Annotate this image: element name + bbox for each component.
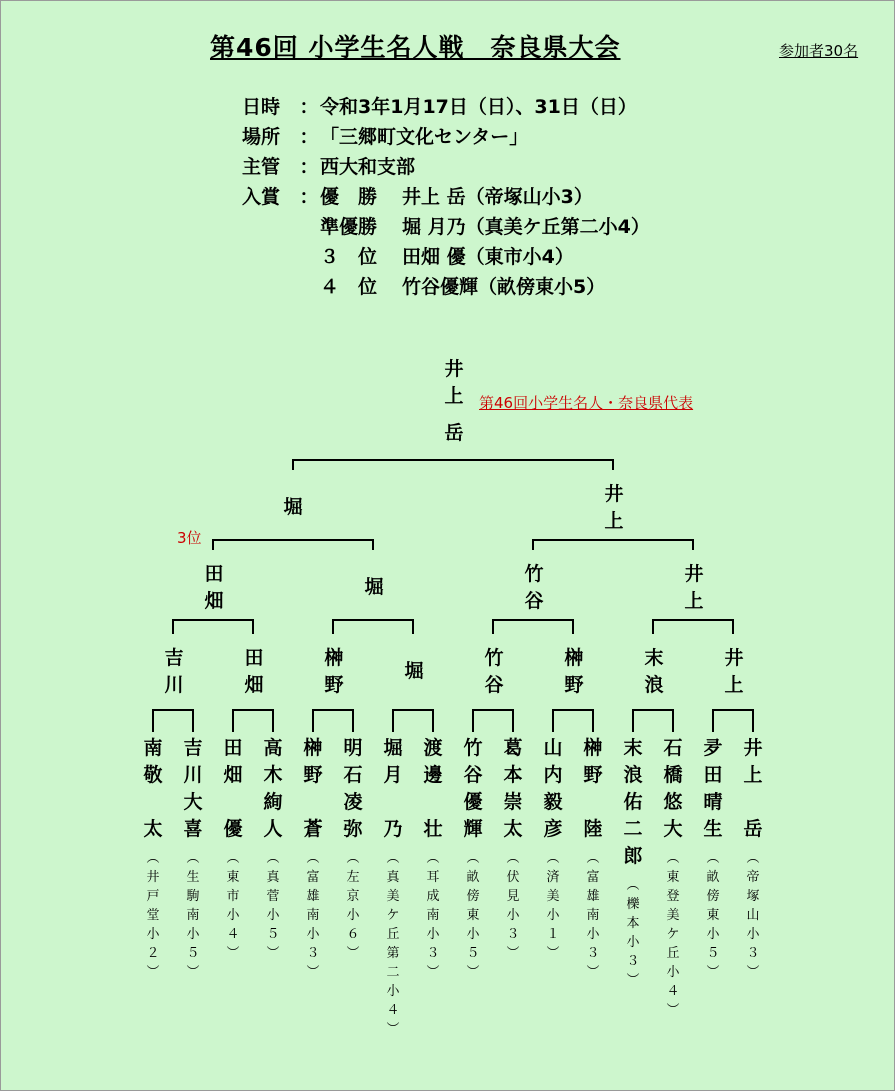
champion-note: 第46回小学生名人・奈良県代表 — [479, 394, 694, 412]
page-title: 第46回 小学生名人戦 奈良県大会 — [210, 33, 621, 62]
r1-winner-2 — [234, 645, 274, 699]
bracket-r2 — [493, 620, 573, 634]
info-colon: ： — [299, 186, 319, 208]
bracket-r2 — [653, 620, 733, 634]
r1-winner-8 — [714, 645, 754, 699]
winner-char: 野 — [564, 674, 584, 696]
info-label: 主管 — [242, 156, 281, 178]
winner-char: 田 — [204, 563, 224, 585]
winner-char: 岳 — [444, 422, 464, 444]
player-school: ︵ 真 菅 小 ５ ︶ — [266, 851, 280, 961]
winner-char: 野 — [324, 674, 344, 696]
info-value: 「三郷町文化センター」 — [320, 126, 529, 148]
quarter-winner-1 — [194, 561, 234, 615]
winner-char: 上 — [724, 674, 744, 696]
r1-winner-3 — [314, 645, 354, 699]
winner-char: 竹 — [524, 563, 544, 585]
winner-char: 川 — [164, 674, 184, 696]
player-name: 竹 谷 優 輝 — [463, 737, 483, 840]
r1-winner-4 — [394, 658, 434, 685]
player-name: 榊 野 陸 — [583, 737, 603, 840]
bracket-r1 — [633, 710, 673, 732]
winner-char: 畑 — [204, 590, 224, 612]
info-value: 令和3年1月17日（日）、31日（日） — [320, 96, 637, 118]
info-colon: ： — [299, 96, 319, 118]
player-name: 井 上 岳 — [743, 737, 763, 840]
player-school: ︵ 畝 傍 東 小 ５ ︶ — [466, 851, 480, 980]
player — [493, 735, 533, 963]
bracket-r1 — [233, 710, 273, 732]
winner-char: 榊 — [324, 647, 344, 669]
player — [653, 735, 693, 1020]
player-school: ︵ 真 美 ケ 丘 第 二 小 ４ ︶ — [386, 851, 400, 1037]
info-colon: ： — [299, 156, 319, 178]
winner-char: 堀 — [283, 496, 303, 518]
info-value: 西大和支部 — [320, 156, 416, 178]
player-name: 堀 月 乃 — [383, 737, 403, 840]
quarter-winner-4 — [674, 561, 714, 615]
winner-char: 井 — [604, 483, 624, 505]
r1-winner-1 — [154, 645, 194, 699]
winner-char: 谷 — [524, 590, 544, 612]
third-place-note: 3位 — [177, 529, 202, 547]
winner-char: 堀 — [404, 660, 424, 682]
bracket-semi — [533, 540, 693, 550]
r1-winner-7 — [634, 645, 674, 699]
bracket-r1 — [393, 710, 433, 732]
player — [613, 735, 653, 990]
player-name: 夛 田 晴 生 — [703, 737, 723, 840]
award-name: 堀 月乃（真美ケ丘第二小4） — [402, 216, 650, 238]
winner-char: 井 — [724, 647, 744, 669]
winner-char: 上 — [684, 590, 704, 612]
award-name: 竹谷優輝（畝傍東小5） — [402, 276, 606, 298]
player-school: ︵ 東 登 美 ケ 丘 小 ４ ︶ — [666, 851, 680, 1018]
player-name: 末 浪 佑 二 郎 — [623, 737, 643, 867]
winner-char: 堀 — [364, 576, 384, 598]
award-name: 田畑 優（東市小4） — [402, 246, 574, 268]
player — [533, 735, 573, 963]
player-name: 明 石 凌 弥 — [343, 737, 363, 840]
bracket-r1 — [153, 710, 193, 732]
winner-char: 畑 — [244, 674, 264, 696]
quarter-winner-2 — [354, 574, 394, 601]
player-school: ︵ 櫟 本 小 ３ ︶ — [626, 878, 640, 988]
player-school: ︵ 富 雄 南 小 ３ ︶ — [586, 851, 600, 980]
quarter-winner-3 — [514, 561, 554, 615]
player-name: 吉 川 大 喜 — [183, 737, 203, 840]
r1-winner-5 — [474, 645, 514, 699]
semi-winner-left — [273, 494, 313, 521]
player — [213, 735, 253, 963]
winner-char: 浪 — [644, 674, 664, 696]
winner-char: 田 — [244, 647, 264, 669]
winner-char: 末 — [644, 647, 664, 669]
player-name: 葛 本 崇 太 — [503, 737, 523, 840]
info-label: 場所 — [242, 126, 281, 148]
player-name: 田 畑 優 — [223, 737, 243, 840]
player-school: ︵ 生 駒 南 小 ５ ︶ — [186, 851, 200, 980]
player-school: ︵ 畝 傍 東 小 ５ ︶ — [706, 851, 720, 980]
player — [173, 735, 213, 982]
winner-char: 吉 — [164, 647, 184, 669]
semi-winner-right — [594, 481, 634, 535]
bracket-final — [293, 460, 613, 470]
player-name: 高 木 絢 人 — [263, 737, 283, 840]
awards-label: 入賞 — [242, 186, 281, 208]
player-school: ︵ 富 雄 南 小 ３ ︶ — [306, 851, 320, 980]
player-school: ︵ 伏 見 小 ３ ︶ — [506, 851, 520, 961]
player-name: 渡 邊 壮 — [423, 737, 443, 840]
winner-char: 上 — [444, 385, 464, 407]
player-school: ︵ 耳 成 南 小 ３ ︶ — [426, 851, 440, 980]
bracket-r1 — [313, 710, 353, 732]
player — [333, 735, 373, 963]
info-colon: ： — [299, 126, 319, 148]
player-school: ︵ 左 京 小 ６ ︶ — [346, 851, 360, 961]
final-winner — [434, 356, 474, 447]
winner-char: 上 — [604, 510, 624, 532]
info-label: 日時 — [242, 96, 281, 118]
player-school: ︵ 井 戸 堂 小 ２ ︶ — [146, 851, 160, 980]
player-school: ︵ 帝 塚 山 小 ３ ︶ — [746, 851, 760, 980]
award-place: 優 勝 — [320, 186, 378, 208]
player — [293, 735, 333, 982]
player — [573, 735, 613, 982]
player — [373, 735, 413, 1039]
bracket-r2 — [173, 620, 253, 634]
winner-char: 榊 — [564, 647, 584, 669]
bracket-semi — [213, 540, 373, 550]
player — [453, 735, 493, 982]
player — [253, 735, 293, 963]
r1-winner-6 — [554, 645, 594, 699]
award-place: ４ 位 — [320, 276, 378, 298]
player-name: 南 敬 太 — [143, 737, 163, 840]
winner-char: 井 — [444, 358, 464, 380]
winner-char: 谷 — [484, 674, 504, 696]
bracket-r1 — [713, 710, 753, 732]
award-place: 準優勝 — [320, 216, 378, 238]
player — [133, 735, 173, 982]
player-school: ︵ 東 市 小 ４ ︶ — [226, 851, 240, 961]
player-name: 山 内 毅 彦 — [543, 737, 563, 840]
player-name: 石 橋 悠 大 — [663, 737, 683, 840]
player — [693, 735, 733, 982]
bracket-r2 — [333, 620, 413, 634]
award-place: ３ 位 — [320, 246, 378, 268]
bracket-r1 — [553, 710, 593, 732]
participant-count: 参加者30名 — [779, 42, 859, 60]
bracket-r1 — [473, 710, 513, 732]
player — [413, 735, 453, 982]
winner-char: 井 — [684, 563, 704, 585]
player-school: ︵ 済 美 小 １ ︶ — [546, 851, 560, 961]
player-name: 榊 野 蒼 — [303, 737, 323, 840]
award-name: 井上 岳（帝塚山小3） — [402, 186, 593, 208]
winner-char: 竹 — [484, 647, 504, 669]
player — [733, 735, 773, 982]
